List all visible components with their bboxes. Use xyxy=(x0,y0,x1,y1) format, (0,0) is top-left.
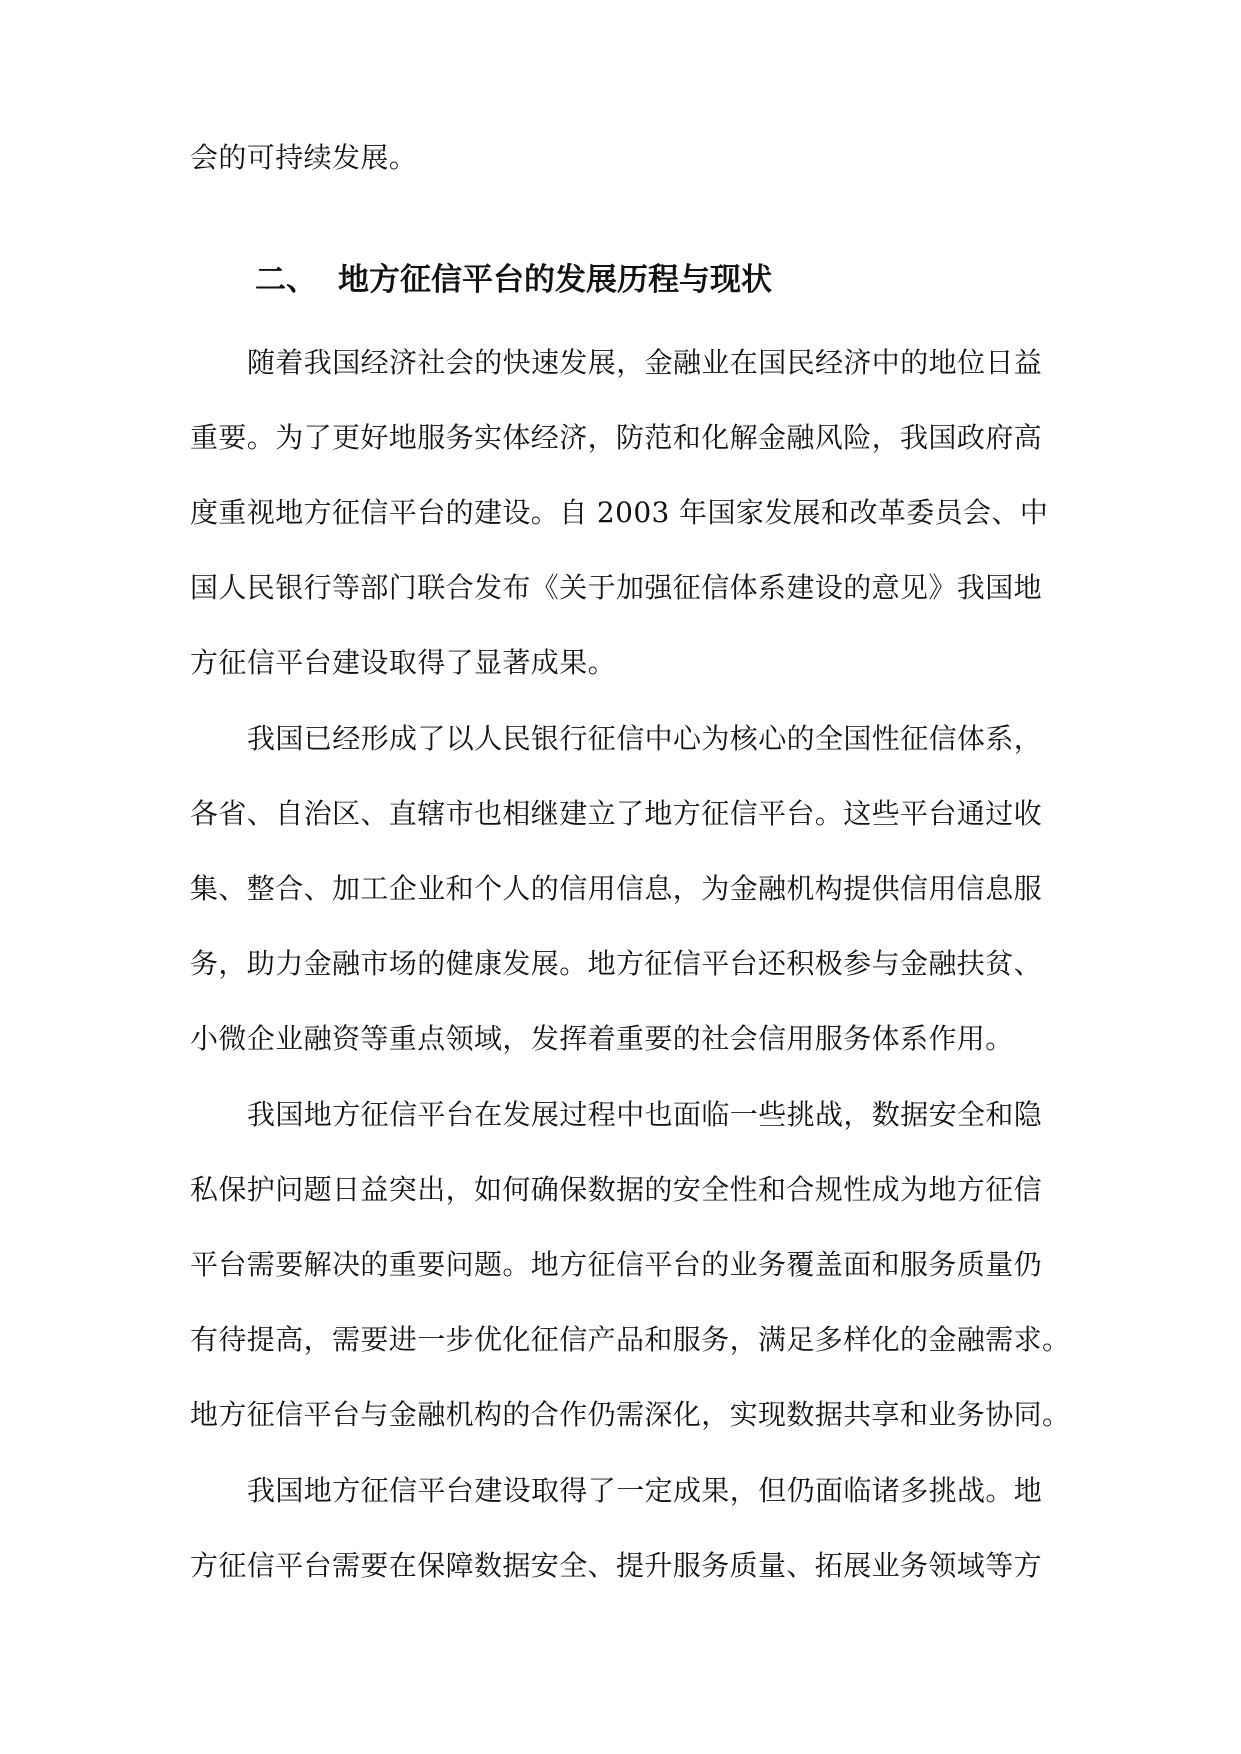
paragraph-line: 度重视地方征信平台的建设。自 2003 年国家发展和改革委员会、中 xyxy=(190,496,1049,529)
paragraph-line: 地方征信平台与金融机构的合作仍需深化，实现数据共享和业务协同。 xyxy=(190,1398,1071,1431)
lead-line: 会的可持续发展。 xyxy=(190,141,418,174)
section-heading xyxy=(255,258,1055,302)
paragraph-line: 国人民银行等部门联合发布《关于加强征信体系建设的意见》我国地 xyxy=(190,571,1043,604)
paragraph-line: 方征信平台需要在保障数据安全、提升服务质量、拓展业务领域等方 xyxy=(190,1549,1043,1582)
paragraph-line: 随着我国经济社会的快速发展，金融业在国民经济中的地位日益 xyxy=(247,346,1043,379)
paragraph-line: 重要。为了更好地服务实体经济，防范和化解金融风险，我国政府高 xyxy=(190,421,1043,454)
section-title: 地方征信平台的发展历程与现状 xyxy=(338,262,772,298)
paragraph-line: 我国地方征信平台建设取得了一定成果，但仍面临诸多挑战。地 xyxy=(247,1474,1043,1507)
paragraph-line: 小微企业融资等重点领域，发挥着重要的社会信用服务体系作用。 xyxy=(190,1022,1014,1055)
paragraph-line: 有待提高，需要进一步优化征信产品和服务，满足多样化的金融需求。 xyxy=(190,1323,1071,1356)
paragraph-line: 集、整合、加工企业和个人的信用信息，为金融机构提供信用信息服 xyxy=(190,872,1043,905)
section-number: 二、 xyxy=(255,262,317,298)
paragraph-line: 我国已经形成了以人民银行征信中心为核心的全国性征信体系， xyxy=(247,722,1043,755)
paragraph-line: 各省、自治区、直辖市也相继建立了地方征信平台。这些平台通过收 xyxy=(190,797,1043,830)
paragraph-line: 我国地方征信平台在发展过程中也面临一些挑战，数据安全和隐 xyxy=(247,1098,1043,1131)
paragraph-line: 私保护问题日益突出，如何确保数据的安全性和合规性成为地方征信 xyxy=(190,1173,1043,1206)
paragraph-line: 方征信平台建设取得了显著成果。 xyxy=(190,646,617,679)
paragraph-line: 务，助力金融市场的健康发展。地方征信平台还积极参与金融扶贫、 xyxy=(190,947,1043,980)
paragraph-line: 平台需要解决的重要问题。地方征信平台的业务覆盖面和服务质量仍 xyxy=(190,1248,1043,1281)
